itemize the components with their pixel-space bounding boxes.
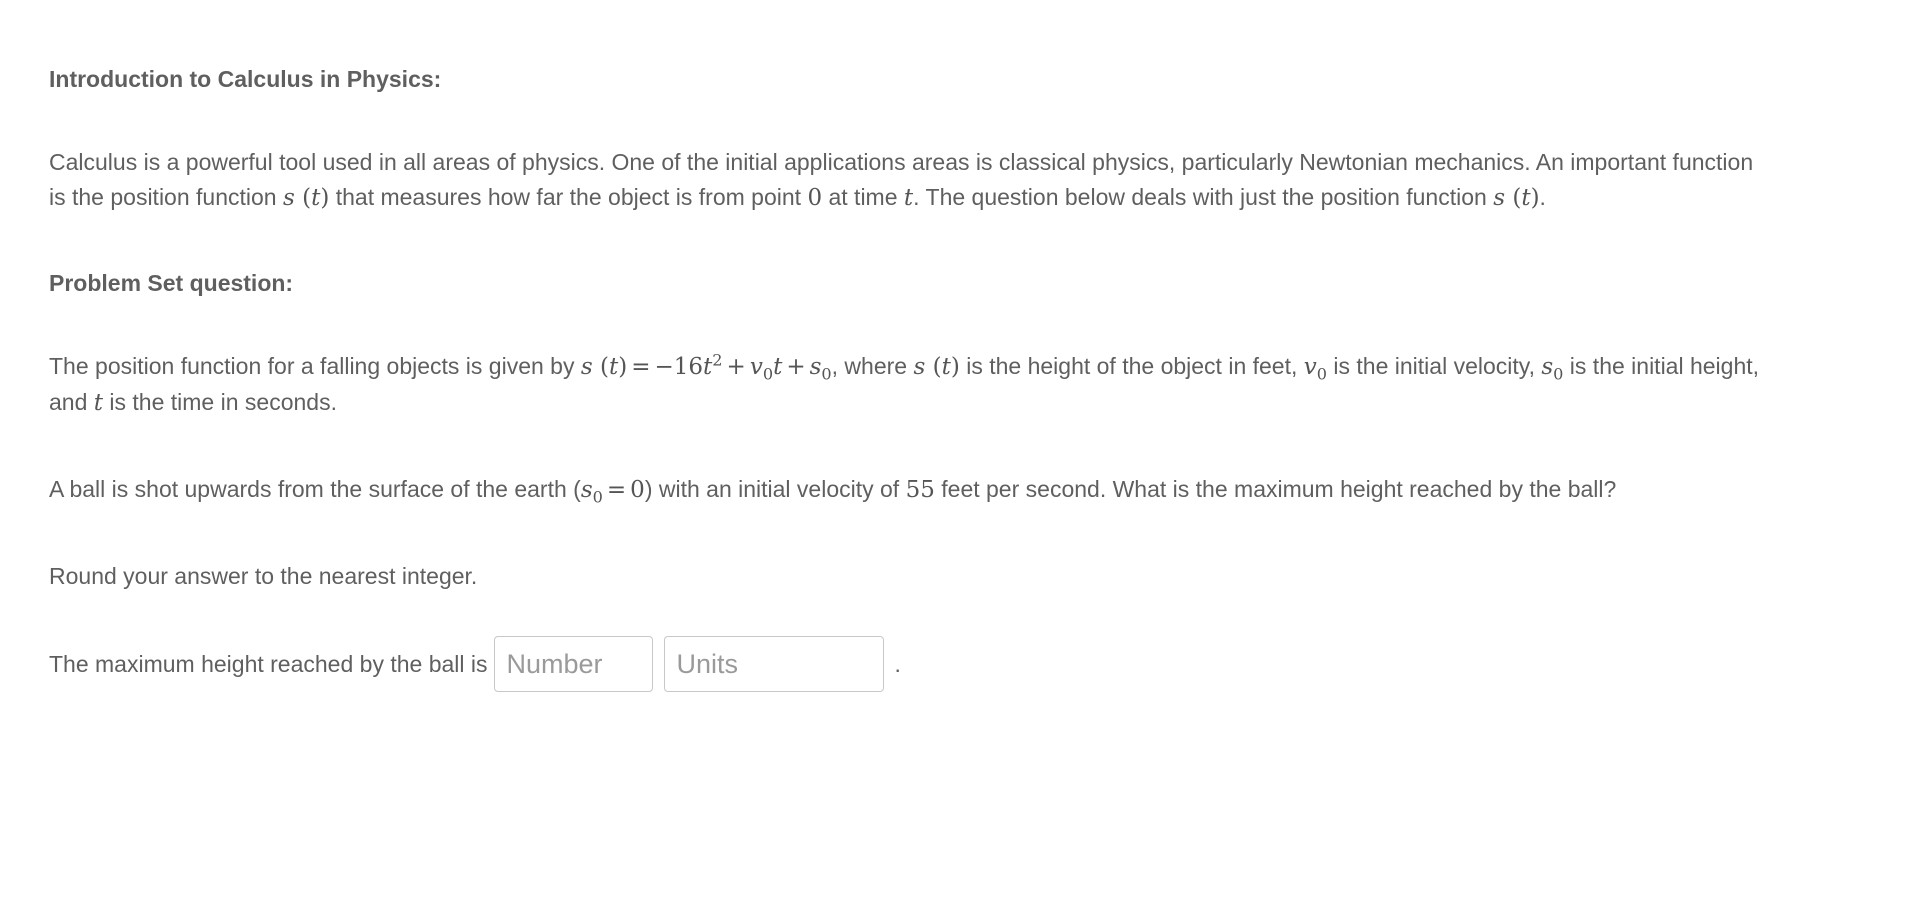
problem-heading: Problem Set question: (49, 270, 294, 296)
problem-content (49, 62, 1769, 692)
rounding-instruction: Round your answer to the nearest integer. (49, 563, 478, 589)
answer-row (49, 636, 1769, 692)
units-input[interactable] (664, 636, 884, 692)
answer-label: The maximum height reached by the ball is (49, 650, 488, 677)
problem-statement: The position function for a falling objects is given by s $(t) = -16t^2 + v_0t + s_0$, where s (t) is the height of the object in feet, $v_0$ is the initial velocity, $s_0$ is the initial height, and t is the time in seconds. (49, 350, 1760, 416)
answer-period: . (894, 650, 901, 677)
number-input[interactable] (494, 636, 653, 692)
intro-heading: Introduction to Calculus in Physics: (49, 66, 442, 92)
intro-paragraph: Calculus is a powerful tool used in all areas of physics. One of the initial applications areas is classical physics, particularly Newtonian mechanics. An important function is the position function s (t) that measures how far the object is from point 0 at time t. The question below deals with just the position function s (t). (49, 149, 1754, 211)
problem-scenario: A ball is shot upwards from the surface of the earth $(s_0 = 0)$ with an initial velocity of 55 feet per second. What is the maximum height reached by the ball? (49, 476, 1617, 507)
